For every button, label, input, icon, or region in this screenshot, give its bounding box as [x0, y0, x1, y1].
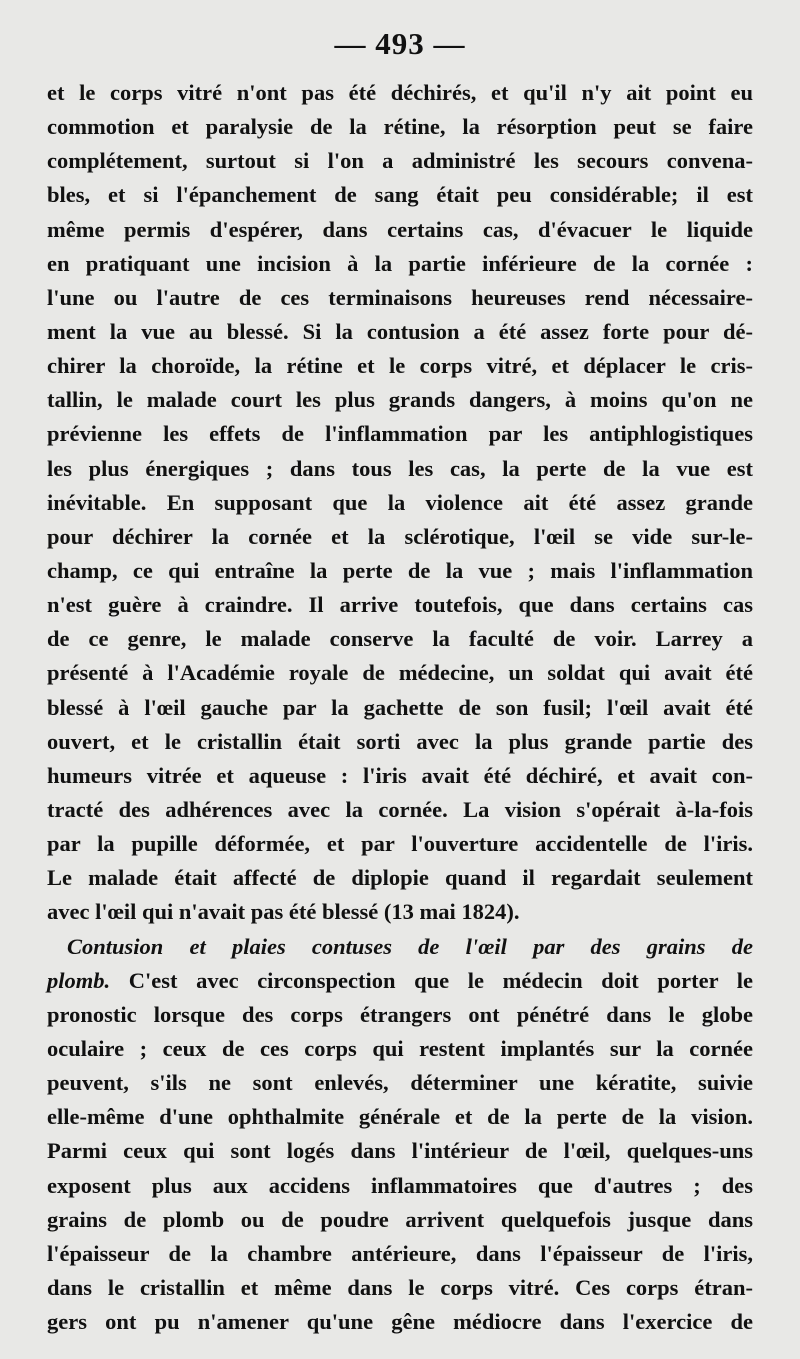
text-line: chirer la choroïde, la rétine et le corps vitré, et déplacer le cris- — [47, 353, 753, 379]
text-line: pour déchirer la cornée et la sclérotique, l'œil se vide sur-le- — [47, 523, 753, 549]
text-line: prévienne les effets de l'inflammation par les antiphlogistiques — [47, 421, 753, 447]
text-line: pronostic lorsque des corps étrangers ont pénétré dans le globe — [47, 1001, 753, 1027]
text-line: même permis d'espérer, dans certains cas, d'évacuer le liquide — [47, 216, 753, 242]
text-line: en pratiquant une incision à la partie inférieure de la cornée : — [47, 250, 753, 276]
text-line: peuvent, s'ils ne sont enlevés, déterminer une kératite, suivie — [47, 1070, 753, 1096]
text-line: les plus énergiques ; dans tous les cas, la perte de la vue est — [47, 455, 753, 481]
text-line: dans le cristallin et même dans le corps vitré. Ces corps étran- — [47, 1274, 753, 1300]
text-line: par la pupille déformée, et par l'ouverture accidentelle de l'iris. — [47, 831, 753, 857]
text-line: l'épaisseur de la chambre antérieure, dans l'épaisseur de l'iris, — [47, 1240, 753, 1266]
text-line: champ, ce qui entraîne la perte de la vue ; mais l'inflammation — [47, 557, 753, 583]
body-text — [47, 76, 753, 1339]
text-line: ouvert, et le cristallin était sorti avec la plus grande partie des — [47, 728, 753, 754]
text-line: inévitable. En supposant que la violence ait été assez grande — [47, 489, 753, 515]
text-line: oculaire ; ceux de ces corps qui restent implantés sur la cornée — [47, 1035, 753, 1061]
section-heading-end: plomb. — [47, 967, 111, 993]
text-line: avec l'œil qui n'avait pas été blessé (13 mai 1824). — [47, 899, 520, 925]
text-line: Le malade était affecté de diplopie quand il regardait seulement — [47, 865, 753, 891]
text-line: et le corps vitré n'ont pas été déchirés, et qu'il n'y ait point eu — [47, 80, 753, 105]
text-line: n'est guère à craindre. Il arrive toutefois, que dans certains cas — [47, 592, 753, 618]
text-line: grains de plomb ou de poudre arrivent quelquefois jusque dans — [47, 1206, 753, 1232]
text-line: de ce genre, le malade conserve la faculté de voir. Larrey a — [47, 626, 753, 652]
page-number: — 493 — — [334, 26, 466, 61]
text-line: ment la vue au blessé. Si la contusion a été assez forte pour dé- — [47, 318, 753, 344]
text-line: blessé à l'œil gauche par la gachette de son fusil; l'œil avait été — [47, 694, 753, 720]
text-line: commotion et paralysie de la rétine, la résorption peut se faire — [47, 114, 753, 140]
text-line: complétement, surtout si l'on a administré les secours convena- — [47, 148, 753, 174]
text-line: l'une ou l'autre de ces terminaisons heureuses rend nécessaire- — [47, 284, 753, 310]
text-line: bles, et si l'épanchement de sang était peu considérable; il est — [47, 182, 753, 208]
text-line: tallin, le malade court les plus grands dangers, à moins qu'on ne — [47, 387, 753, 413]
text-line — [47, 964, 753, 998]
text-run: C'est avec circonspection que le médecin doit porter le — [110, 967, 753, 993]
section-heading: Contusion et plaies contuses de l'œil par des grains de — [67, 933, 753, 959]
text-line: elle-même d'une ophthalmite générale et de la perte de la vision. — [47, 1104, 753, 1130]
text-line: exposent plus aux accidens inflammatoires que d'autres ; des — [47, 1172, 753, 1198]
text-line: présenté à l'Académie royale de médecine, un soldat qui avait été — [47, 660, 753, 686]
text-line: humeurs vitrée et aqueuse : l'iris avait été déchiré, et avait con- — [47, 762, 753, 788]
text-line: Parmi ceux qui sont logés dans l'intérieur de l'œil, quelques-uns — [47, 1138, 753, 1164]
text-line: tracté des adhérences avec la cornée. La vision s'opérait à-la-fois — [47, 796, 753, 822]
text-line: gers ont pu n'amener qu'une gêne médiocre dans l'exercice de — [47, 1309, 753, 1335]
